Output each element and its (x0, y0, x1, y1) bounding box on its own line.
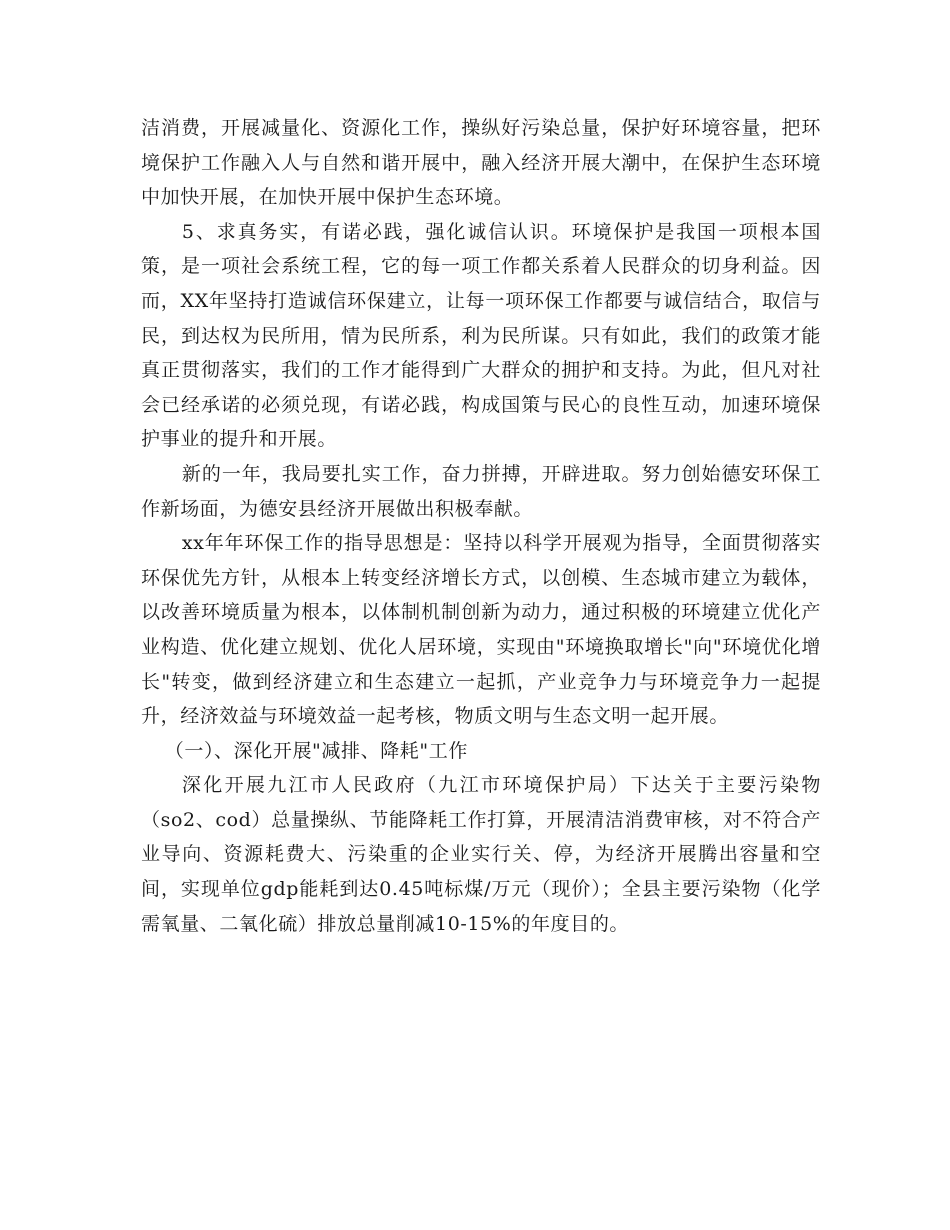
paragraph-emission-reduction: 深化开展九江市人民政府（九江市环境保护局）下达关于主要污染物（so2、cod）总量操纵、节能降耗工作打算，开展清洁消费审核，对不符合产业导向、资源耗费大、污染重的企业实行关、停，为经济开展腾出容量和空间，实现单位gdp能耗到达0.45吨标煤/万元（现价）；全县主要污染物（化学需氧量、二氧化硫）排放总量削减10-15%的年度目的。 (141, 774, 821, 935)
paragraph-new-year: 新的一年，我局要扎实工作，奋力拼搏，开辟进取。努力创始德安环保工作新场面，为德安县经济开展做出积极奉献。 (141, 462, 821, 520)
section-heading-emission-reduction: （一）、深化开展"减排、降耗"工作 (164, 739, 468, 762)
paragraph-integrity: 5、求真务实，有诺必践，强化诚信认识。环境保护是我国一项根本国策，是一项社会系统工程，它的每一项工作都关系着人民群众的切身利益。因而，XX年坚持打造诚信环保建立，让每一项环保工作都要与诚信结合，取信与民，到达权为民所用，情为民所系，利为民所谋。只有如此，我们的政策才能真正贯彻落实，我们的工作才能得到广大群众的拥护和支持。为此，但凡对社会已经承诺的必须兑现，有诺必践，构成国策与民心的良性互动，加速环境保护事业的提升和开展。 (141, 220, 821, 451)
paragraph-guiding-ideology: xx年年环保工作的指导思想是：坚持以科学开展观为指导，全面贯彻落实环保优先方针，从根本上转变经济增长方式，以创模、生态城市建立为载体，以改善环境质量为根本，以体制机制创新为动力，通过积极的环境建立优化产业构造、优化建立规划、优化人居环境，实现由"环境换取增长"向"环境优化增长"转变，做到经济建立和生态建立一起抓，产业竞争力与环境竞争力一起提升，经济效益与环境效益一起考核，物质文明与生态文明一起开展。 (141, 532, 821, 728)
document-body (141, 111, 821, 941)
paragraph-continuation: 洁消费，开展减量化、资源化工作，操纵好污染总量，保护好环境容量，把环境保护工作融入人与自然和谐开展中，融入经济开展大潮中，在保护生态环境中加快开展，在加快开展中保护生态环境。 (141, 117, 821, 209)
